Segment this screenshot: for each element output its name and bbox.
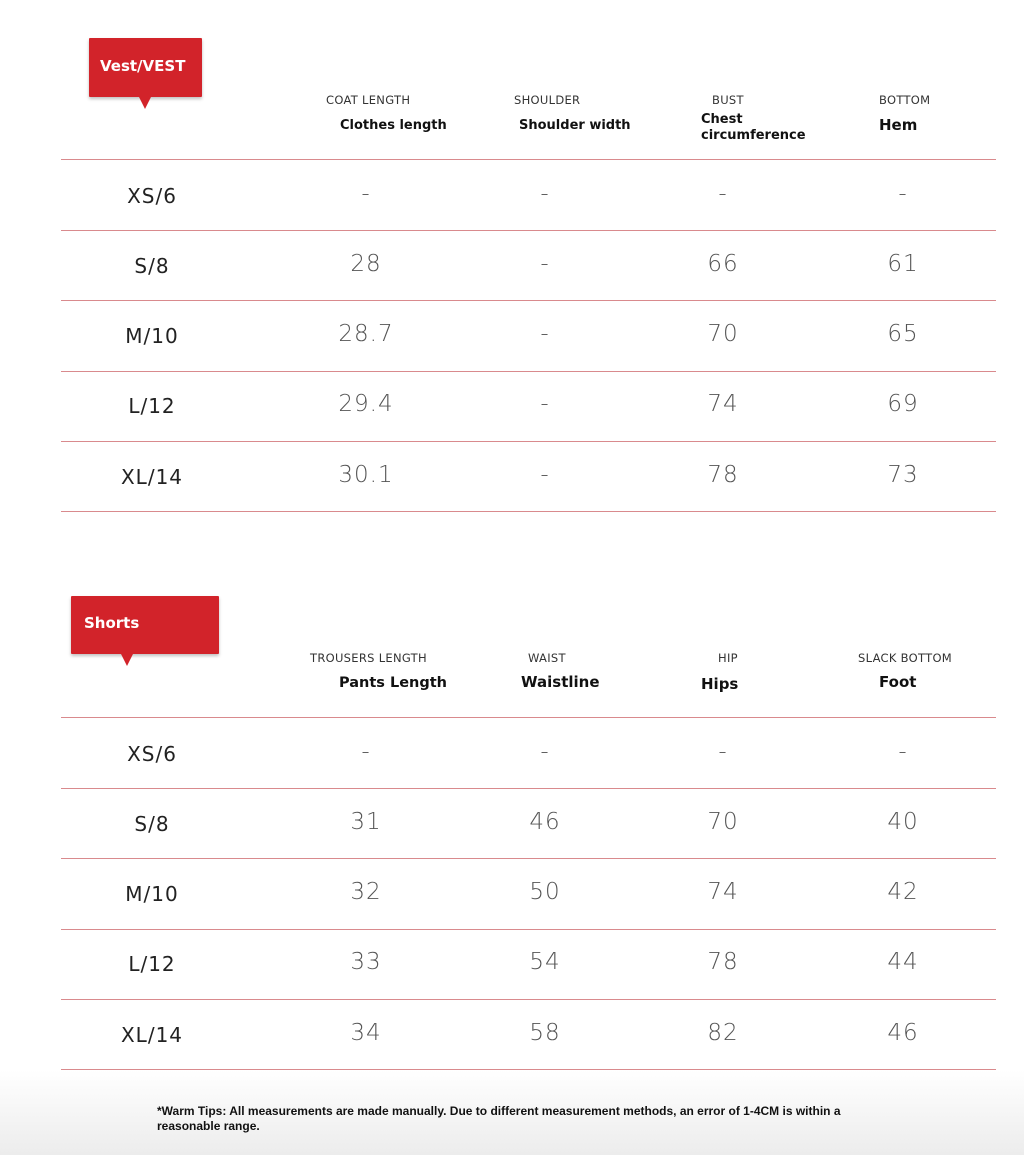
value-cell: - [718,739,728,765]
value-cell: 33 [350,949,382,975]
value-cell: - [361,181,371,207]
value-cell: 74 [707,879,739,905]
value-cell: 82 [707,1020,739,1046]
table-row [0,300,1024,370]
value-cell: 69 [887,391,919,417]
table-row [0,160,1024,230]
value-cell: 54 [529,949,561,975]
size-label: L/12 [128,394,176,418]
value-cell: - [540,739,550,765]
value-cell: - [718,181,728,207]
size-label: M/10 [125,324,179,348]
value-cell: 40 [887,809,919,835]
table-row [0,858,1024,928]
value-cell: - [540,462,550,488]
header-trousers-length: TROUSERS LENGTH [310,651,427,665]
value-cell: 46 [529,809,561,835]
header-waistline: Waistline [521,673,600,691]
value-cell: - [898,739,908,765]
header-shoulder: SHOULDER [514,93,581,107]
value-cell: 46 [887,1020,919,1046]
value-cell: 32 [350,879,382,905]
header-waist: WAIST [528,651,566,665]
value-cell: 70 [707,809,739,835]
value-cell: - [898,181,908,207]
value-cell: - [361,739,371,765]
value-cell: 74 [707,391,739,417]
value-cell: - [540,321,550,347]
table-row [0,999,1024,1069]
size-label: L/12 [128,952,176,976]
value-cell: 58 [529,1020,561,1046]
value-cell: - [540,251,550,277]
value-cell: - [540,181,550,207]
value-cell: - [540,391,550,417]
header-hips: Hips [701,675,739,693]
header-foot: Foot [879,673,917,691]
size-label: XS/6 [127,184,177,208]
value-cell: 70 [707,321,739,347]
header-pants-length: Pants Length [339,675,447,691]
header-shoulder-width: Shoulder width [519,118,631,133]
table-row [0,441,1024,511]
value-cell: 66 [707,251,739,277]
warm-tips-footnote: *Warm Tips: All measurements are made manually. Due to different measurement methods, an error of 1-4CM is within a reasonable range. [157,1104,841,1133]
size-label: XS/6 [127,742,177,766]
value-cell: 28.7 [338,321,394,347]
divider [61,1069,996,1070]
shorts-tag: Shorts [71,596,219,654]
header-chest-circumference: Chest circumference [701,112,806,143]
value-cell: 78 [707,462,739,488]
table-row [0,370,1024,440]
value-cell: 31 [350,809,382,835]
header-hip: HIP [718,651,738,665]
size-label: XL/14 [120,1023,184,1047]
value-cell: 78 [707,949,739,975]
table-row [0,788,1024,858]
table-row [0,928,1024,998]
value-cell: 34 [350,1020,382,1046]
size-label: XL/14 [120,465,184,489]
size-label: S/8 [134,254,170,278]
value-cell: 42 [887,879,919,905]
value-cell: 61 [887,251,919,277]
header-coat-length: COAT LENGTH [326,93,411,107]
value-cell: 50 [529,879,561,905]
value-cell: 73 [887,462,919,488]
size-label: M/10 [125,882,179,906]
divider [61,511,996,512]
size-label: S/8 [134,812,170,836]
value-cell: 29.4 [338,391,394,417]
value-cell: 30.1 [338,462,394,488]
table-row [0,718,1024,788]
header-bottom: BOTTOM [879,93,931,107]
header-clothes-length: Clothes length [340,118,447,133]
vest-tag: Vest/VEST [89,38,202,97]
header-slack-bottom: SLACK BOTTOM [858,651,953,665]
value-cell: 44 [887,949,919,975]
value-cell: 65 [887,321,919,347]
header-hem: Hem [879,116,918,134]
header-bust: BUST [712,93,744,107]
value-cell: 28 [350,251,382,277]
table-row [0,230,1024,300]
